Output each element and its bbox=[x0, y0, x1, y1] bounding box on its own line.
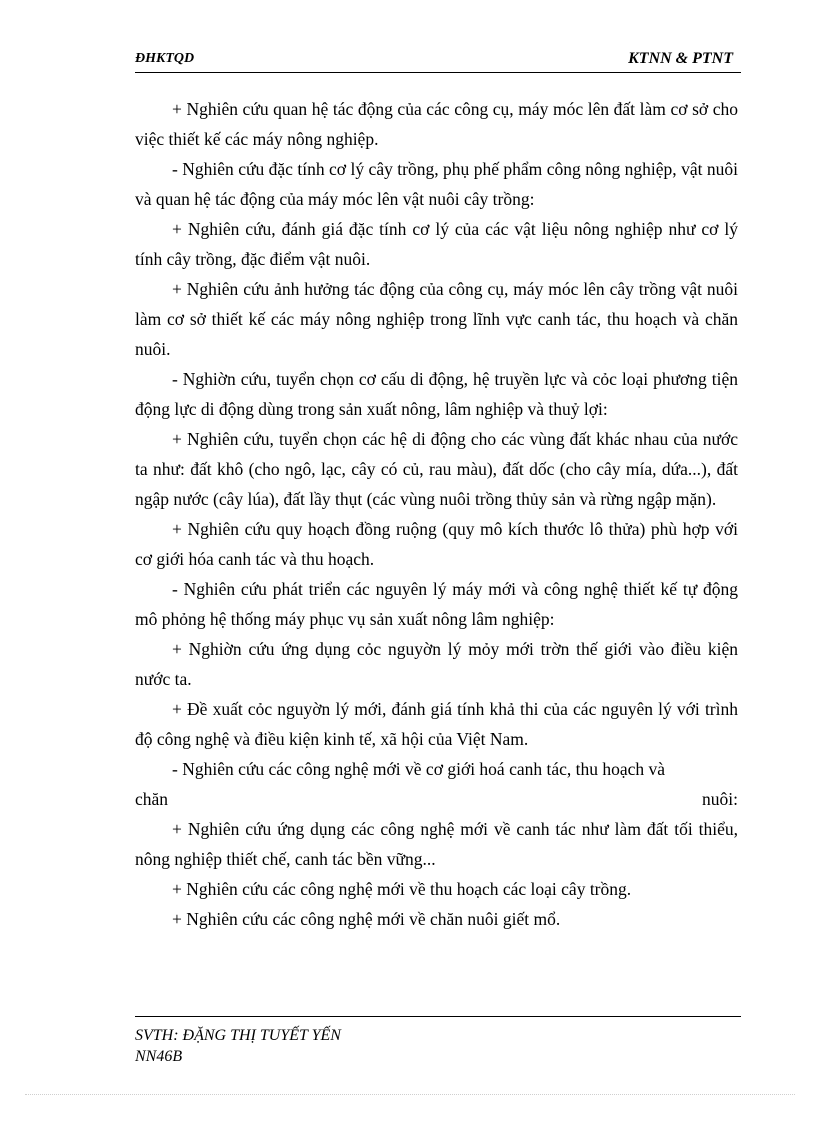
split-line-right: nuôi: bbox=[702, 789, 738, 809]
header-department: KTNN & PTNT bbox=[628, 50, 733, 67]
header-university: ĐHKTQD bbox=[135, 51, 195, 66]
page-bottom-border bbox=[25, 1094, 795, 1095]
paragraph: - Nghiên cứu các công nghệ mới về cơ giới hoá canh tác, thu hoạch và bbox=[172, 759, 666, 779]
page-header bbox=[135, 50, 741, 73]
paragraph: - Nghiên cứu phát triển các nguyên lý máy mới và công nghệ thiết kế tự động mô phỏng hệ thống máy phục vụ sản xuất nông lâm nghiệp: bbox=[135, 579, 738, 629]
paragraph: + Nghiên cứu ảnh hưởng tác động của công cụ, máy móc lên cây trồng vật nuôi làm cơ sở thiết kế các máy nông nghiệp trong lĩnh vực canh tác, thu hoạch và chăn nuôi. bbox=[135, 279, 738, 359]
footer-student: SVTH: ĐẶNG THỊ TUYẾT YẾN bbox=[135, 1027, 341, 1044]
page-footer bbox=[135, 1025, 341, 1067]
paragraph: + Nghiên cứu ứng dụng các công nghệ mới về canh tác như làm đất tối thiểu, nông nghiệp thiết chế, canh tác bền vững... bbox=[135, 819, 738, 869]
paragraph: + Nghiên cứu, tuyển chọn các hệ di động cho các vùng đất khác nhau của nước ta như: đất khô (cho ngô, lạc, cây có củ, rau màu), đất dốc (cho cây mía, dứa...), đất ngập nước (cây lúa), đất lầy thụt (các vùng nuôi trồng thủy sản và rừng ngập mặn). bbox=[135, 429, 738, 509]
paragraph: - Nghiờn cứu, tuyển chọn cơ cấu di động, hệ truyền lực và cỏc loại phương tiện động lực di động dùng trong sản xuất nông, lâm nghiệp và thuỷ lợi: bbox=[135, 369, 738, 419]
paragraph: + Nghiờn cứu ứng dụng cỏc nguyờn lý mỏy mới trờn thế giới vào điều kiện nước ta. bbox=[135, 639, 738, 689]
split-line-left: chăn bbox=[135, 789, 169, 809]
footer-divider bbox=[135, 1016, 741, 1017]
paragraph: + Nghiên cứu các công nghệ mới về thu hoạch các loại cây trồng. bbox=[172, 879, 632, 899]
paragraph: + Nghiên cứu các công nghệ mới về chăn nuôi giết mổ. bbox=[172, 909, 561, 929]
paragraph: + Nghiên cứu quan hệ tác động của các công cụ, máy móc lên đất làm cơ sở cho việc thiết kế các máy nông nghiệp. bbox=[135, 99, 738, 149]
paragraph: - Nghiên cứu đặc tính cơ lý cây trồng, phụ phế phẩm công nông nghiệp, vật nuôi và quan hệ tác động của máy móc lên vật nuôi cây trồng: bbox=[135, 159, 738, 209]
paragraph: + Nghiên cứu quy hoạch đồng ruộng (quy mô kích thước lô thửa) phù hợp với cơ giới hóa canh tác và thu hoạch. bbox=[135, 519, 738, 569]
paragraph: + Đề xuất cỏc nguyờn lý mới, đánh giá tính khả thi của các nguyên lý với trình độ công nghệ và điều kiện kinh tế, xã hội của Việt Nam. bbox=[135, 699, 738, 749]
split-line bbox=[135, 784, 738, 814]
body-text bbox=[135, 94, 738, 934]
paragraph: + Nghiên cứu, đánh giá đặc tính cơ lý của các vật liệu nông nghiệp như cơ lý tính cây trồng, đặc điểm vật nuôi. bbox=[135, 219, 738, 269]
footer-class: NN46B bbox=[135, 1048, 183, 1065]
